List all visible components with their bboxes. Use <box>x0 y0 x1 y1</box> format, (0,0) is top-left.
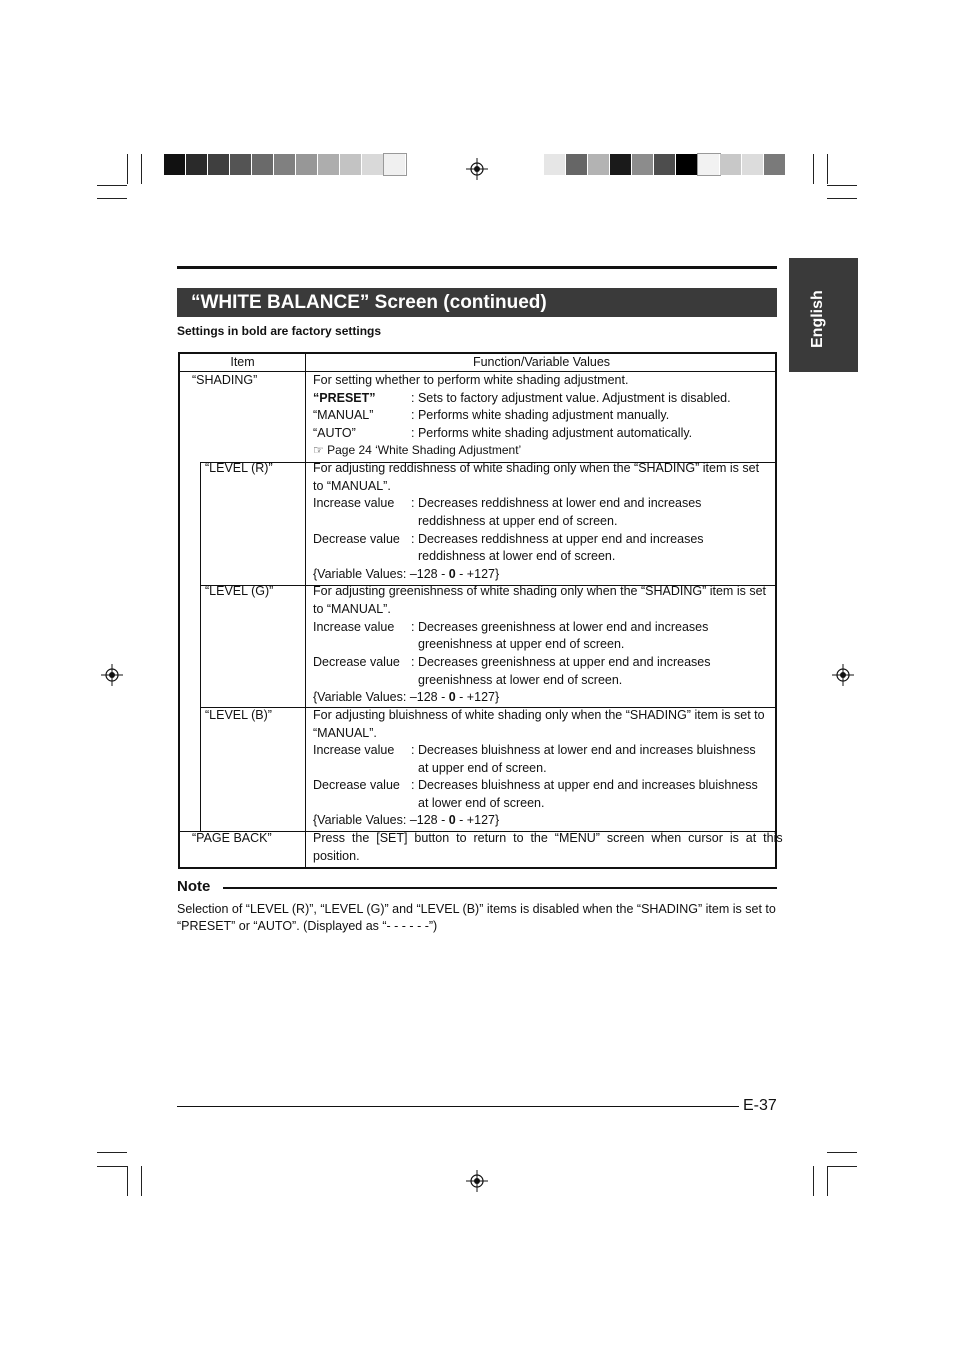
increase-text: : Decreases greenishness at lower end and increases <box>411 620 709 634</box>
registration-mark-icon <box>101 664 123 686</box>
color-swatch <box>764 154 786 175</box>
settings-note: Settings in bold are factory settings <box>177 324 382 338</box>
option-manual: “MANUAL” <box>313 408 374 422</box>
option-preset: “PRESET” <box>313 390 376 405</box>
decrease-text: : Decreases reddishness at upper end and increases <box>411 532 704 546</box>
header-rule <box>177 266 777 269</box>
range-default: 0 <box>448 813 456 827</box>
variable-values <box>313 812 499 830</box>
language-tab-label: English <box>809 290 826 348</box>
decrease-text: : Decreases bluishness at upper end and increases bluishness <box>411 778 758 792</box>
range-end: - +127} <box>455 567 500 581</box>
language-tab <box>789 258 858 372</box>
color-swatch <box>742 154 764 175</box>
option-preset-text: : Sets to factory adjustment value. Adjustment is disabled. <box>411 390 731 405</box>
color-swatch <box>654 154 676 175</box>
decrease-text-cont: reddishness at lower end of screen. <box>418 549 616 563</box>
range-start: {Variable Values: –128 - <box>313 813 449 827</box>
color-swatch <box>296 154 318 175</box>
item-level-g: “LEVEL (G)” <box>205 584 274 598</box>
note-text: Selection of “LEVEL (R)”, “LEVEL (G)” and “LEVEL (B)” items is disabled when the “SHADING” item is set to “PRESET” or “AUTO”. (Displayed as “- - - - - -”) <box>177 902 776 933</box>
range-default: 0 <box>448 690 456 704</box>
level-r-description-cont: to “MANUAL”. <box>313 479 391 493</box>
color-swatch <box>274 154 296 175</box>
option-manual-text: : Performs white shading adjustment manually. <box>411 408 670 422</box>
color-swatch <box>588 154 610 175</box>
color-bar-left <box>164 154 406 175</box>
color-swatch <box>632 154 654 175</box>
color-swatch <box>720 154 742 175</box>
column-divider <box>305 354 306 867</box>
level-g-description: For adjusting greenishness of white shading only when the “SHADING” item is set <box>313 584 766 598</box>
variable-values <box>313 566 499 584</box>
increase-label: Increase value <box>313 743 395 757</box>
increase-label: Increase value <box>313 496 395 510</box>
option-auto-text: : Performs white shading adjustment automatically. <box>411 426 693 440</box>
color-swatch <box>676 154 698 175</box>
item-page-back: “PAGE BACK” <box>192 831 272 845</box>
registration-mark-icon <box>466 1170 488 1192</box>
color-bar-right <box>544 154 786 175</box>
column-header-item: Item <box>230 355 255 369</box>
color-swatch <box>164 154 186 175</box>
item-level-r: “LEVEL (R)” <box>205 461 273 475</box>
item-shading: “SHADING” <box>192 373 258 387</box>
level-r-description: For adjusting reddishness of white shading only when the “SHADING” item is set <box>313 461 760 475</box>
color-swatch <box>566 154 588 175</box>
note-rule <box>223 887 777 889</box>
color-swatch <box>384 154 406 175</box>
level-b-description-cont: “MANUAL”. <box>313 726 377 740</box>
color-swatch <box>340 154 362 175</box>
range-end: - +127} <box>455 813 500 827</box>
note-heading: Note <box>177 878 211 895</box>
level-g-description-cont: to “MANUAL”. <box>313 602 391 616</box>
column-header-function: Function/Variable Values <box>472 355 611 369</box>
color-swatch <box>318 154 340 175</box>
decrease-label: Decrease value <box>313 778 400 792</box>
decrease-text-cont: at lower end of screen. <box>418 796 545 810</box>
increase-text-cont: at upper end of screen. <box>418 761 547 775</box>
variable-values <box>313 689 499 707</box>
page-back-description-cont: position. <box>313 849 360 863</box>
color-swatch <box>544 154 566 175</box>
range-end: - +127} <box>455 690 500 704</box>
settings-table <box>178 352 783 869</box>
increase-text-cont: greenishness at upper end of screen. <box>418 637 625 651</box>
page-back-description: Press the [SET] button to return to the “MENU” screen when cursor is at this <box>313 831 783 845</box>
color-swatch <box>698 154 720 175</box>
page-number: E-37 <box>743 1097 777 1114</box>
registration-mark-icon <box>466 158 488 180</box>
increase-text: : Decreases bluishness at lower end and increases bluishness <box>411 743 756 757</box>
increase-text: : Decreases reddishness at lower end and increases <box>411 496 702 510</box>
color-swatch <box>610 154 632 175</box>
color-swatch <box>186 154 208 175</box>
page-title: “WHITE BALANCE” Screen (continued) <box>177 288 777 317</box>
color-swatch <box>208 154 230 175</box>
option-auto: “AUTO” <box>313 426 356 440</box>
range-start: {Variable Values: –128 - <box>313 690 449 704</box>
color-swatch <box>362 154 384 175</box>
footer-rule <box>177 1106 739 1107</box>
decrease-label: Decrease value <box>313 655 400 669</box>
range-start: {Variable Values: –128 - <box>313 567 449 581</box>
increase-text-cont: reddishness at upper end of screen. <box>418 514 618 528</box>
level-b-description: For adjusting bluishness of white shading only when the “SHADING” item is set to <box>313 708 765 722</box>
decrease-text-cont: greenishness at lower end of screen. <box>418 673 623 687</box>
increase-label: Increase value <box>313 620 395 634</box>
item-level-b: “LEVEL (B)” <box>205 708 272 722</box>
page-reference: ☞ Page 24 ‘White Shading Adjustment’ <box>313 443 522 457</box>
indent-divider <box>200 462 201 831</box>
color-swatch <box>230 154 252 175</box>
shading-description: For setting whether to perform white shading adjustment. <box>313 373 629 387</box>
color-swatch <box>252 154 274 175</box>
range-default: 0 <box>448 567 456 581</box>
decrease-label: Decrease value <box>313 532 400 546</box>
decrease-text: : Decreases greenishness at upper end and increases <box>411 655 711 669</box>
registration-mark-icon <box>832 664 854 686</box>
